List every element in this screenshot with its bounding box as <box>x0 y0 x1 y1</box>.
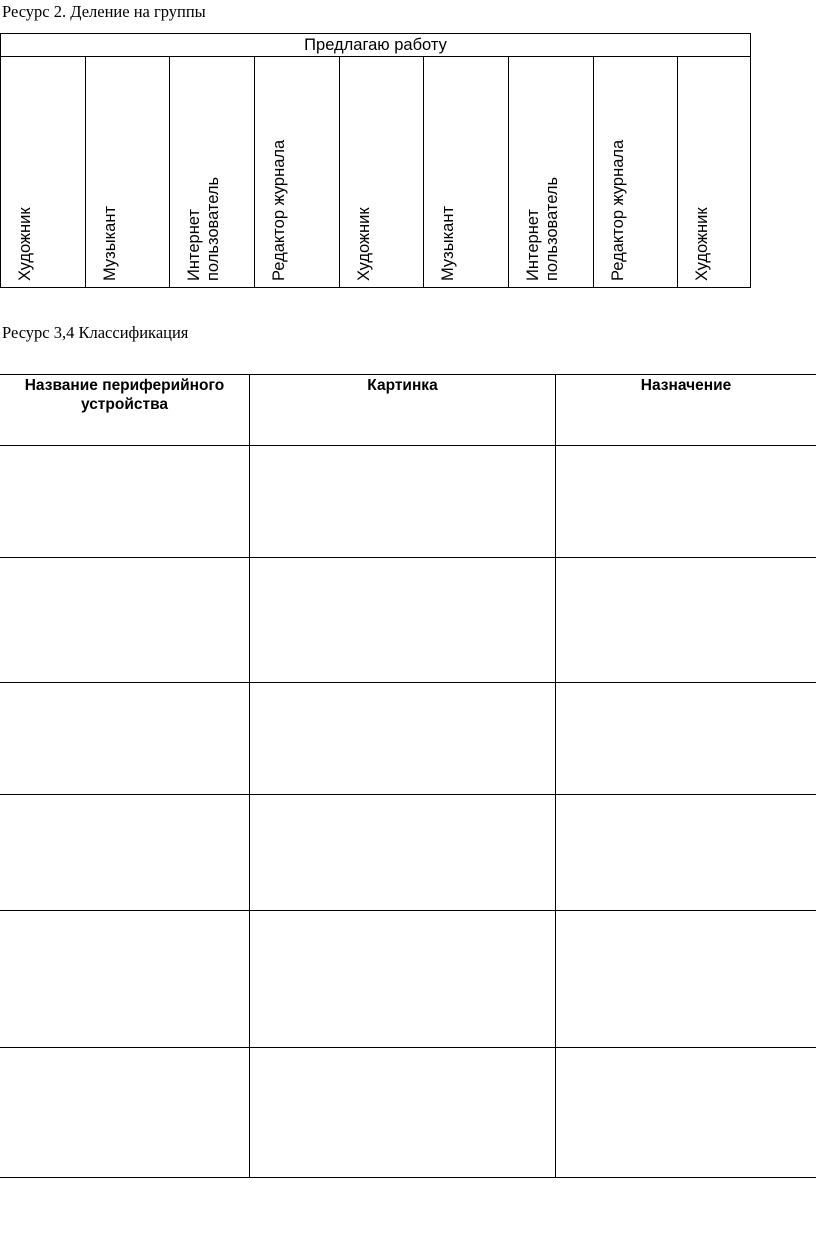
group-label-9: Художник <box>693 207 711 281</box>
group-cell-2 <box>86 57 170 287</box>
group-cell-7 <box>509 57 594 287</box>
header-purpose: Назначение <box>640 377 732 394</box>
resource-3-4-heading: Ресурс 3,4 Классификация <box>2 323 189 342</box>
table-rule <box>0 374 816 375</box>
table-rule <box>0 445 816 446</box>
group-cell-1 <box>1 57 86 287</box>
group-label-6: Музыкант <box>439 205 457 281</box>
header-device-name: Название периферийного устройства <box>24 377 225 413</box>
group-cell-4 <box>255 57 340 287</box>
resource-2-heading: Ресурс 2. Деление на группы <box>2 2 206 21</box>
table-column-rule <box>555 374 556 1178</box>
group-label-1: Художник <box>16 207 34 281</box>
group-label-8: Редактор журнала <box>609 139 627 281</box>
table-rule <box>0 557 816 558</box>
table-rule <box>0 794 816 795</box>
table-rule <box>0 1047 816 1048</box>
group-label-2: Музыкант <box>101 205 119 281</box>
group-label-3: Интернет пользователь <box>185 176 222 281</box>
groups-table-row <box>1 57 750 287</box>
group-label-5: Художник <box>355 207 373 281</box>
group-cell-9 <box>678 57 750 287</box>
header-picture: Картинка <box>367 377 438 394</box>
table-column-rule <box>249 374 250 1178</box>
group-cell-3 <box>170 57 255 287</box>
groups-table-caption: Предлагаю работу <box>1 34 750 57</box>
table-rule <box>0 910 816 911</box>
group-label-7: Интернет пользователь <box>524 176 561 281</box>
table-rule <box>0 1177 816 1178</box>
group-cell-8 <box>594 57 678 287</box>
group-cell-5 <box>340 57 424 287</box>
table-rule <box>0 682 816 683</box>
classification-table <box>0 374 816 1178</box>
group-cell-6 <box>424 57 509 287</box>
group-label-4: Редактор журнала <box>270 139 288 281</box>
groups-table <box>0 33 751 288</box>
